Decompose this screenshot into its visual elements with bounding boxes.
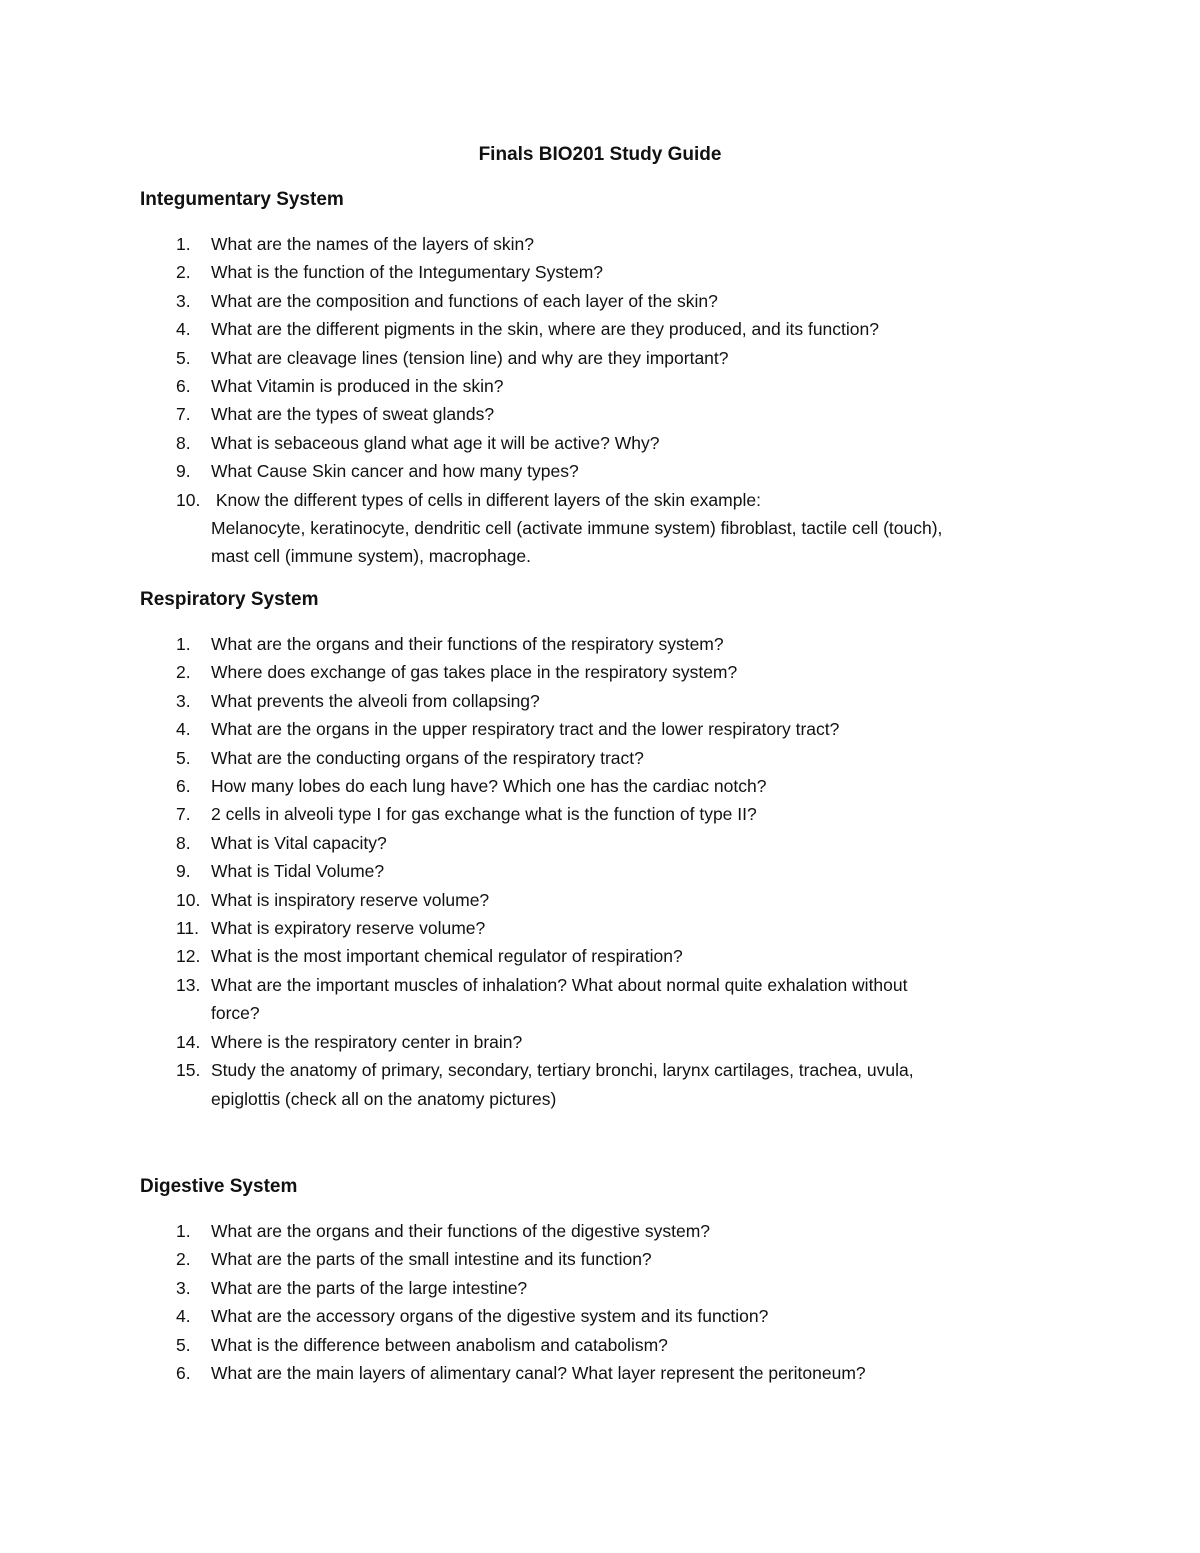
question-item xyxy=(140,400,1080,428)
question-number: 12. xyxy=(176,946,201,967)
question-text: What Cause Skin cancer and how many types? xyxy=(211,461,579,482)
question-text: What are the important muscles of inhalation? What about normal quite exhalation without xyxy=(211,974,908,995)
question-text: What are the types of sweat glands? xyxy=(211,404,495,425)
question-item xyxy=(140,800,1080,828)
question-number: 1. xyxy=(176,634,191,654)
question-text: What is Tidal Volume? xyxy=(211,861,385,882)
question-number: 5. xyxy=(176,347,191,368)
question-text: Where does exchange of gas takes place in the respiratory system? xyxy=(211,662,738,683)
question-item xyxy=(140,1274,1080,1302)
question-number: 4. xyxy=(176,719,191,740)
question-number: 10. xyxy=(176,889,201,910)
question-number: 7. xyxy=(176,804,191,825)
question-item xyxy=(140,1217,1080,1245)
question-text: What is the function of the Integumentary System? xyxy=(211,262,604,283)
question-text: What Vitamin is produced in the skin? xyxy=(211,376,504,397)
question-number: 7. xyxy=(176,404,191,425)
section-digestive xyxy=(140,1175,1080,1387)
question-text: What are the composition and functions of each layer of the skin? xyxy=(211,290,718,311)
question-item xyxy=(140,372,1080,400)
question-number: 5. xyxy=(176,747,191,768)
question-text: What are the parts of the large intestine? xyxy=(211,1277,528,1298)
question-item xyxy=(140,1331,1080,1359)
question-number: 1. xyxy=(176,234,191,254)
question-text: What is the most important chemical regulator of respiration? xyxy=(211,946,683,967)
question-item xyxy=(140,230,1080,258)
question-text: 2 cells in alveoli type I for gas exchange what is the function of type II? xyxy=(211,804,757,825)
question-list xyxy=(140,1217,1080,1387)
question-text: What is Vital capacity? xyxy=(211,832,387,853)
section-heading: Integumentary System xyxy=(140,189,344,210)
section-integumentary xyxy=(140,188,1080,571)
question-number: 6. xyxy=(176,1363,191,1384)
question-item xyxy=(140,829,1080,857)
question-text: What are the organs and their functions of the respiratory system? xyxy=(211,634,724,654)
question-number: 5. xyxy=(176,1334,191,1355)
question-item xyxy=(140,258,1080,286)
question-text: Know the different types of cells in different layers of the skin example: xyxy=(211,489,761,510)
question-item xyxy=(140,1028,1080,1056)
question-text-continuation: epiglottis (check all on the anatomy pictures) xyxy=(211,1088,557,1109)
question-number: 9. xyxy=(176,461,191,482)
question-text: What are the organs in the upper respiratory tract and the lower respiratory tract? xyxy=(211,719,840,740)
question-item xyxy=(140,658,1080,686)
section-heading: Respiratory System xyxy=(140,589,319,610)
question-text: What is inspiratory reserve volume? xyxy=(211,889,490,910)
question-item xyxy=(140,971,1080,1028)
question-item xyxy=(140,1245,1080,1273)
question-item xyxy=(140,1359,1080,1387)
question-text: What are the parts of the small intestine and its function? xyxy=(211,1249,652,1270)
document-title: Finals BIO201 Study Guide xyxy=(478,144,722,165)
question-text: What is expiratory reserve volume? xyxy=(211,918,486,939)
question-item xyxy=(140,429,1080,457)
question-number: 3. xyxy=(176,290,191,311)
question-text: What are cleavage lines (tension line) and why are they important? xyxy=(211,347,729,368)
question-item xyxy=(140,886,1080,914)
question-item xyxy=(140,486,1080,571)
question-number: 11. xyxy=(176,918,200,939)
question-number: 6. xyxy=(176,376,191,397)
question-number: 4. xyxy=(176,1306,191,1327)
question-text-continuation: Melanocyte, keratinocyte, dendritic cell (activate immune system) fibroblast, tactile cell (touch), xyxy=(211,518,943,539)
question-text: What are the main layers of alimentary canal? What layer represent the peritoneum? xyxy=(211,1363,866,1384)
question-number: 4. xyxy=(176,319,191,340)
question-item xyxy=(140,315,1080,343)
question-text: Study the anatomy of primary, secondary, tertiary bronchi, larynx cartilages, trachea, uvula, xyxy=(211,1060,914,1081)
question-text-continuation: force? xyxy=(211,1003,260,1024)
question-item xyxy=(140,287,1080,315)
question-number: 2. xyxy=(176,262,191,283)
section-heading: Digestive System xyxy=(140,1176,298,1197)
question-number: 8. xyxy=(176,832,191,853)
question-number: 2. xyxy=(176,1249,191,1270)
question-number: 14. xyxy=(176,1031,201,1052)
question-text: What are the accessory organs of the digestive system and its function? xyxy=(211,1306,769,1327)
question-list xyxy=(140,630,1080,1113)
section-respiratory xyxy=(140,588,1080,1113)
question-item xyxy=(140,715,1080,743)
question-number: 13. xyxy=(176,974,201,995)
question-number: 2. xyxy=(176,662,191,683)
question-item xyxy=(140,687,1080,715)
question-text: What are the organs and their functions of the digestive system? xyxy=(211,1221,711,1241)
question-text: What is sebaceous gland what age it will be active? Why? xyxy=(211,432,660,453)
question-item xyxy=(140,942,1080,970)
question-number: 3. xyxy=(176,690,191,711)
question-number: 15. xyxy=(176,1060,201,1081)
question-number: 10. xyxy=(176,489,201,510)
question-text: How many lobes do each lung have? Which one has the cardiac notch? xyxy=(211,776,767,797)
question-text: Where is the respiratory center in brain? xyxy=(211,1031,523,1052)
question-number: 3. xyxy=(176,1277,191,1298)
question-item xyxy=(140,344,1080,372)
question-text: What is the difference between anabolism and catabolism? xyxy=(211,1334,668,1355)
question-item xyxy=(140,772,1080,800)
question-number: 9. xyxy=(176,861,191,882)
question-item xyxy=(140,857,1080,885)
question-number: 6. xyxy=(176,776,191,797)
question-text: What are the names of the layers of skin? xyxy=(211,234,534,254)
question-item xyxy=(140,1302,1080,1330)
question-number: 1. xyxy=(176,1221,191,1241)
question-item xyxy=(140,630,1080,658)
question-item xyxy=(140,744,1080,772)
question-item xyxy=(140,914,1080,942)
question-number: 8. xyxy=(176,432,191,453)
question-text-continuation: mast cell (immune system), macrophage. xyxy=(211,546,531,567)
question-item xyxy=(140,457,1080,485)
question-list xyxy=(140,230,1080,571)
question-item xyxy=(140,1056,1080,1113)
question-text: What prevents the alveoli from collapsing? xyxy=(211,690,540,711)
question-text: What are the different pigments in the skin, where are they produced, and its function? xyxy=(211,319,879,340)
question-text: What are the conducting organs of the respiratory tract? xyxy=(211,747,644,768)
